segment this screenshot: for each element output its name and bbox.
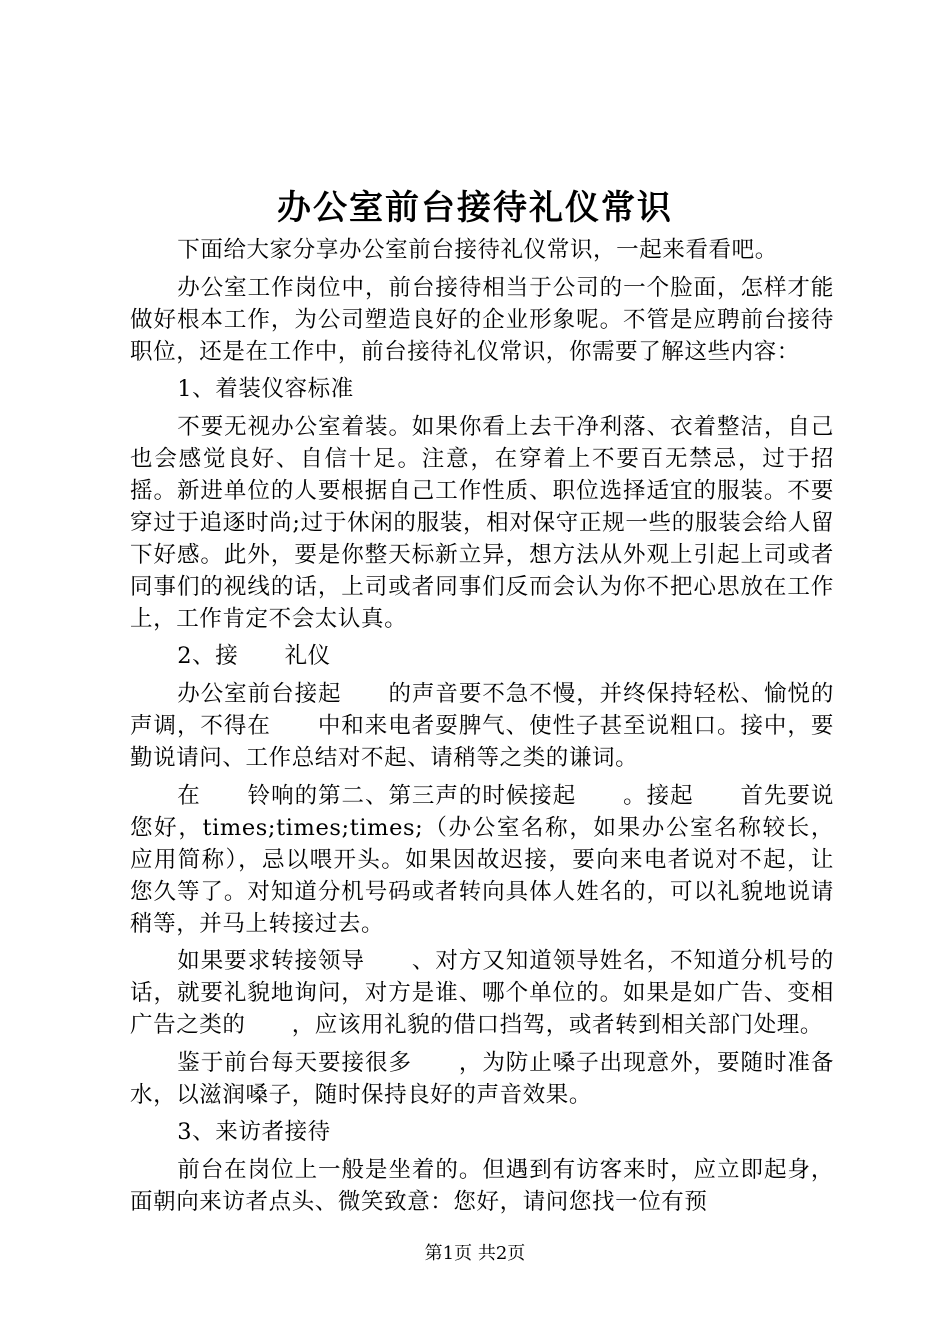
- page-footer: 第1页 共2页: [424, 1243, 526, 1264]
- paragraph-phone-voice: 鉴于前台每天要接很多 ，为防止嗓子出现意外，要随时准备水，以滋润嗓子，随时保持良好的声音效果。: [130, 1049, 834, 1108]
- paragraph-intro: 下面给大家分享办公室前台接待礼仪常识，一起来看看吧。: [177, 237, 778, 263]
- paragraph-phone-answer: 在 铃响的第二、第三声的时候接起 。接起 首先要说您好，times;times;times;（办公室名称，如果办公室名称较长，应用简称），忌以喂开头。如果因故迟接，要向来电者说对不起，让您久等了。对知道分机号码或者转向具体人姓名的，可以礼貌地说请稍等，并马上转接过去。: [130, 782, 834, 937]
- document-title: 办公室前台接待礼仪常识: [277, 188, 673, 228]
- section-heading-attire: 1、着装仪容标准: [177, 376, 354, 403]
- paragraph-overview: 办公室工作岗位中，前台接待相当于公司的一个脸面，怎样才能做好根本工作，为公司塑造良好的企业形象呢。不管是应聘前台接待职位，还是在工作中，前台接待礼仪常识，你需要了解这些内容：: [130, 274, 834, 365]
- section-heading-phone: 2、接 礼仪: [177, 643, 331, 670]
- document-body: [130, 234, 834, 1224]
- paragraph-phone-tone: 办公室前台接起 的声音要不急不慢，并终保持轻松、愉悦的声调，不得在 中和来电者耍脾气、使性子甚至说粗口。接中，要勤说请问、工作总结对不起、请稍等之类的谦词。: [130, 680, 834, 771]
- paragraph-phone-transfer: 如果要求转接领导 、对方又知道领导姓名，不知道分机号的话，就要礼貌地询问，对方是谁、哪个单位的。如果是如广告、变相广告之类的 ，应该用礼貌的借口挡驾，或者转到相关部门处理。: [130, 948, 834, 1039]
- section-heading-visitor: 3、来访者接待: [177, 1119, 331, 1146]
- paragraph-attire: 不要无视办公室着装。如果你看上去干净利落、衣着整洁，自己也会感觉良好、自信十足。注意，在穿着上不要百无禁忌，过于招摇。新进单位的人要根据自己工作性质、职位选择适宜的服装。不要穿过于追逐时尚;过于休闲的服装，相对保守正规一些的服装会给人留下好感。此外，要是你整天标新立异，想方法从外观上引起上司或者同事们的视线的话，上司或者同事们反而会认为你不把心思放在工作上，工作肯定不会太认真。: [130, 413, 834, 632]
- paragraph-visitor: 前台在岗位上一般是坐着的。但遇到有访客来时，应立即起身，面朝向来访者点头、微笑致意：您好，请问您找一位有预: [130, 1156, 834, 1215]
